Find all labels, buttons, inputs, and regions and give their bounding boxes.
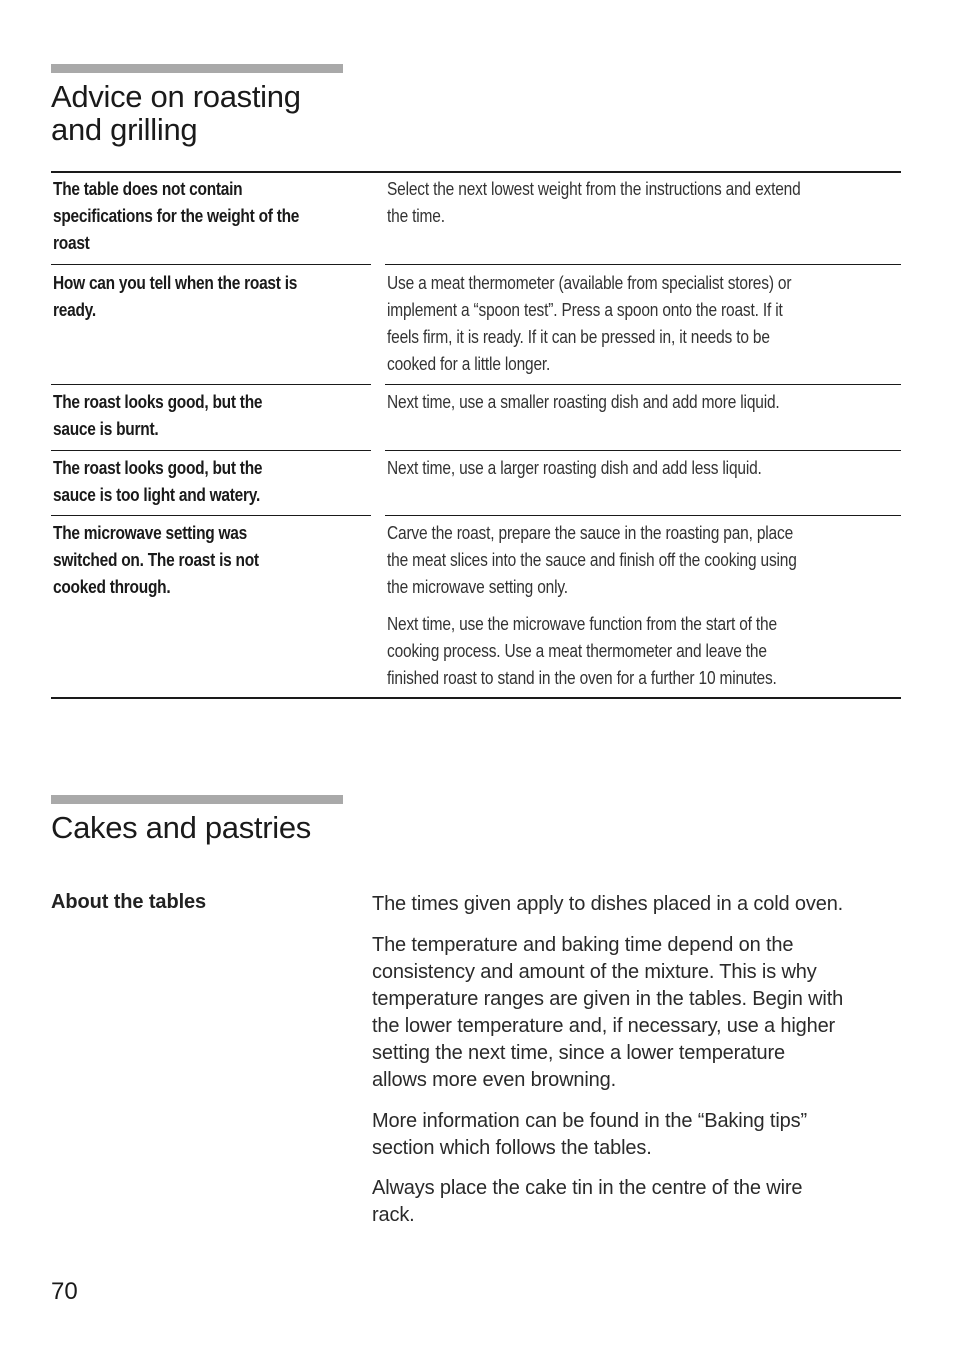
paragraph-line: the lower temperature and, if necessary, use a higher bbox=[372, 1015, 836, 1037]
row-rule-right bbox=[385, 264, 901, 265]
answer-line: cooked for a little longer. bbox=[387, 354, 551, 374]
answer-line: Select the next lowest weight from the instructions and extend bbox=[387, 179, 801, 199]
section-title-cakes: Cakes and pastries bbox=[51, 810, 311, 845]
section-divider-bar bbox=[51, 795, 343, 804]
section-divider-bar bbox=[51, 64, 343, 73]
answer-line: Next time, use the microwave function from the start of the bbox=[387, 614, 777, 634]
page-number: 70 bbox=[51, 1278, 78, 1305]
answer-cell bbox=[387, 455, 903, 482]
paragraph-line: Always place the cake tin in the centre of the wire bbox=[372, 1177, 803, 1199]
question-line: ready. bbox=[53, 300, 96, 320]
row-rule-right bbox=[385, 450, 901, 451]
answer-line: Next time, use a larger roasting dish and add less liquid. bbox=[387, 458, 762, 478]
question-line: sauce is too light and watery. bbox=[53, 485, 261, 505]
table-rule bbox=[51, 171, 901, 173]
answer-line: the microwave setting only. bbox=[387, 577, 568, 597]
subheading-about-tables: About the tables bbox=[51, 891, 207, 913]
question-cell bbox=[53, 455, 373, 509]
question-line: switched on. The roast is not bbox=[53, 550, 259, 570]
answer-line: feels firm, it is ready. If it can be pressed in, it needs to be bbox=[387, 327, 770, 347]
paragraph-line: The temperature and baking time depend on the bbox=[372, 934, 794, 956]
question-cell bbox=[53, 176, 373, 257]
paragraph-line: More information can be found in the “Baking tips” bbox=[372, 1110, 807, 1132]
row-rule-left bbox=[51, 384, 371, 385]
row-rule-right bbox=[385, 384, 901, 385]
answer-cell bbox=[387, 270, 903, 378]
answer-line: the meat slices into the sauce and finish off the cooking using bbox=[387, 550, 797, 570]
paragraph-line: allows more even browning. bbox=[372, 1069, 617, 1091]
paragraph-line: consistency and amount of the mixture. This is why bbox=[372, 961, 817, 983]
paragraph-line: The times given apply to dishes placed in a cold oven. bbox=[372, 893, 844, 915]
row-rule-right bbox=[385, 515, 901, 516]
paragraph-line: rack. bbox=[372, 1204, 415, 1226]
question-line: The roast looks good, but the bbox=[53, 392, 263, 412]
title-line: and grilling bbox=[51, 112, 198, 147]
title-line: Advice on roasting bbox=[51, 79, 301, 114]
body-paragraph bbox=[372, 891, 902, 918]
question-line: sauce is burnt. bbox=[53, 419, 159, 439]
answer-cell bbox=[387, 611, 903, 692]
answer-line: cooking process. Use a meat thermometer and leave the bbox=[387, 641, 767, 661]
paragraph-line: section which follows the tables. bbox=[372, 1137, 652, 1159]
paragraph-line: temperature ranges are given in the tables. Begin with bbox=[372, 988, 844, 1010]
answer-cell bbox=[387, 389, 903, 416]
answer-line: Use a meat thermometer (available from specialist stores) or bbox=[387, 273, 792, 293]
question-line: The microwave setting was bbox=[53, 523, 247, 543]
question-line: The roast looks good, but the bbox=[53, 458, 263, 478]
question-line: cooked through. bbox=[53, 577, 171, 597]
question-cell bbox=[53, 520, 373, 601]
body-paragraph bbox=[372, 932, 902, 1094]
answer-cell bbox=[387, 176, 903, 230]
answer-line: Next time, use a smaller roasting dish and add more liquid. bbox=[387, 392, 780, 412]
answer-cell bbox=[387, 520, 903, 601]
answer-line: finished roast to stand in the oven for a further 10 minutes. bbox=[387, 668, 777, 688]
section-title-roasting bbox=[51, 80, 301, 146]
question-line: How can you tell when the roast is bbox=[53, 273, 298, 293]
table-rule bbox=[51, 697, 901, 699]
answer-line: Carve the roast, prepare the sauce in the roasting pan, place bbox=[387, 523, 794, 543]
row-rule-left bbox=[51, 264, 371, 265]
question-cell bbox=[53, 270, 373, 324]
body-paragraph bbox=[372, 1108, 902, 1162]
paragraph-line: setting the next time, since a lower temperature bbox=[372, 1042, 786, 1064]
answer-line: implement a “spoon test”. Press a spoon onto the roast. If it bbox=[387, 300, 783, 320]
question-line: The table does not contain bbox=[53, 179, 243, 199]
question-line: roast bbox=[53, 233, 90, 253]
answer-line: the time. bbox=[387, 206, 445, 226]
row-rule-left bbox=[51, 515, 371, 516]
body-paragraph bbox=[372, 1175, 902, 1229]
question-cell bbox=[53, 389, 373, 443]
row-rule-left bbox=[51, 450, 371, 451]
question-line: specifications for the weight of the bbox=[53, 206, 300, 226]
